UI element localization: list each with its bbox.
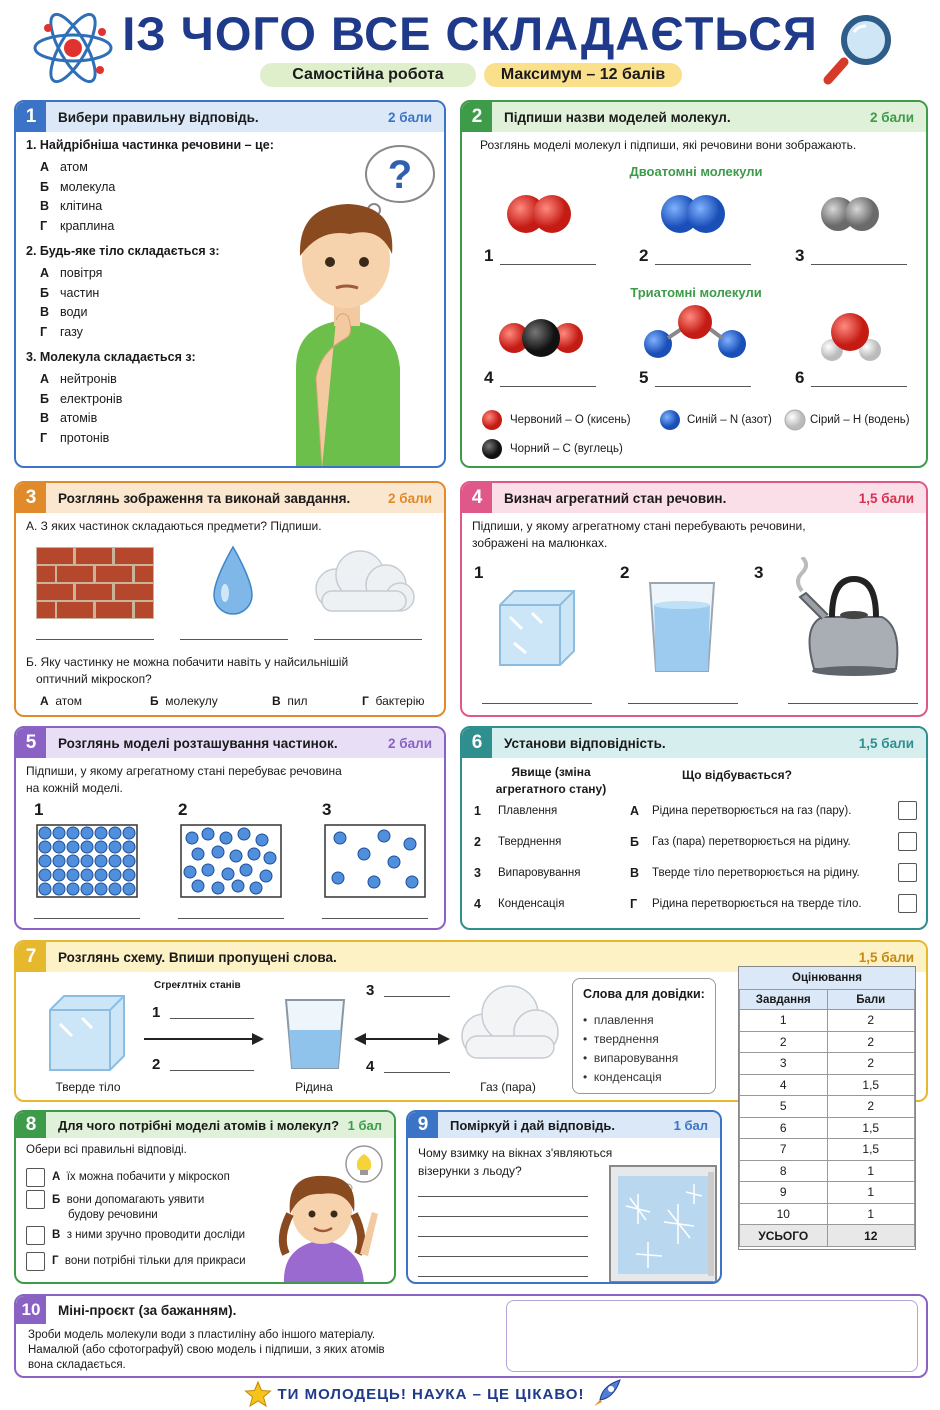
option[interactable]: В води [40, 305, 88, 319]
right-item-letter: В [630, 866, 640, 880]
option: В з ними зручно проводити досліди [52, 1229, 246, 1241]
question-line1: Чому взимку на вікнах з'являються [418, 1146, 613, 1160]
checkbox[interactable] [26, 1226, 45, 1245]
task-title: Визнач агрегатний стан речовин. [504, 490, 727, 506]
grading-points: 1 [827, 1160, 915, 1182]
task-title: Підпиши назви моделей молекул. [504, 109, 731, 125]
task-8-card [14, 1110, 396, 1284]
grading-col-task: Завдання [740, 990, 828, 1010]
task-points: 2 бали [388, 490, 432, 506]
grading-total-value: 12 [827, 1225, 915, 1247]
task-points: 1 бал [347, 1117, 382, 1133]
question-b-line2: оптичний мікроскоп? [36, 672, 152, 686]
task-title: Розглянь зображення та виконай завдання. [58, 490, 351, 506]
task-5-card [14, 726, 446, 930]
option: Б вони допомагають уявити будову речовини [52, 1194, 205, 1221]
grading-points: 1,5 [827, 1074, 915, 1096]
answer-line[interactable] [655, 386, 751, 387]
hydrogen-atom [845, 197, 879, 231]
task-number: 9 [408, 1112, 438, 1138]
answer-number: 5 [639, 368, 649, 387]
image-number: 3 [754, 563, 764, 582]
grading-task: 4 [740, 1074, 828, 1096]
checkbox[interactable] [26, 1168, 45, 1187]
question-1: 1. Найдрібніша частинка речовини – це: [26, 138, 274, 152]
task-intro-line2: зображені на малюнках. [472, 536, 608, 550]
solid-particles-model [36, 824, 138, 898]
option[interactable]: А атом [40, 160, 88, 174]
right-item: Газ (пара) перетворюється на рідину. [652, 836, 851, 848]
task-number: 4 [462, 483, 492, 513]
task-intro-line1: Підпиши, у якому агрегатному стані перебуває речовина [26, 764, 342, 778]
task-9-card [406, 1110, 722, 1284]
answer-line[interactable] [482, 703, 592, 704]
kettle-image [792, 557, 912, 681]
question-a: А. З яких частинок складаються предмети? Підпиши. [26, 519, 322, 533]
atom-icon [30, 10, 116, 86]
gas-particles-model [324, 824, 426, 898]
option[interactable]: Г бактерію [362, 694, 425, 708]
nitrogen-atom [687, 195, 725, 233]
answer-line[interactable] [418, 1276, 588, 1277]
answer-box[interactable] [898, 863, 917, 882]
legend-carbon: Чорний – C (вуглець) [510, 443, 623, 455]
grading-points: 2 [827, 1010, 915, 1032]
image-number: 1 [474, 563, 484, 582]
answer-line[interactable] [170, 1018, 254, 1019]
legend-nitrogen: Синій – N (азот) [687, 414, 772, 426]
right-item: Тверде тіло перетворюється на рідину. [652, 867, 860, 879]
answer-number: 1 [484, 246, 494, 265]
answer-line[interactable] [384, 1072, 450, 1073]
answer-box[interactable] [898, 832, 917, 851]
option[interactable]: Б молекула [40, 179, 116, 194]
question-mark: ? [387, 153, 413, 197]
grading-points: 2 [827, 1053, 915, 1075]
column-header-phenomenon-cont: агрегатного стану) [495, 782, 607, 796]
answer-line[interactable] [788, 703, 918, 704]
grading-title: Оцінювання [739, 967, 915, 989]
grading-total-label: УСЬОГО [740, 1225, 828, 1247]
option[interactable]: Г краплина [40, 218, 115, 233]
solid-label: Тверде тіло [55, 1080, 121, 1094]
right-item-letter: А [630, 804, 640, 818]
task-points: 1,5 бали [858, 949, 914, 965]
double-arrow-icon [352, 1028, 452, 1050]
word-bank [572, 978, 716, 1094]
diatomic-heading: Двоатомні молекули [629, 164, 763, 179]
right-item: Рідина перетворюється на газ (пару). [652, 805, 852, 817]
left-item: Конденсація [498, 898, 565, 910]
task-text-line1: Зроби модель молекули води з пластиліну або іншого матеріалу. [28, 1329, 376, 1341]
task-text-line2: Намалюй (або сфотографуй) свою модель і підпиши, з яких атомів [28, 1344, 385, 1356]
answer-line[interactable] [178, 918, 284, 919]
option[interactable]: Б електронів [40, 391, 123, 406]
question-2: 2. Будь-яке тіло складається з: [26, 244, 220, 258]
task-points: 2 бали [388, 735, 432, 751]
star-icon [244, 1380, 272, 1408]
word-bank-item: • плавлення [583, 1013, 654, 1027]
left-item: Плавлення [498, 805, 558, 817]
page-title: ІЗ ЧОГО ВСЕ СКЛАДАЄТЬСЯ [122, 7, 818, 60]
answer-line[interactable] [655, 264, 751, 265]
word-bank-item: • тверднення [583, 1032, 659, 1046]
grading-row [740, 1182, 915, 1204]
grading-task: 5 [740, 1096, 828, 1118]
task-1-card [14, 100, 446, 468]
grading-row [740, 1203, 915, 1225]
cloud-image [308, 545, 416, 615]
answer-line[interactable] [180, 639, 288, 640]
grading-points: 1,5 [827, 1117, 915, 1139]
scheme-caption: Сгреғлтніх станів [154, 980, 241, 991]
image-number: 2 [620, 563, 630, 582]
ice-cube-image [44, 990, 130, 1076]
answer-line[interactable] [628, 703, 738, 704]
liquid-particles-model [180, 824, 282, 898]
task-title: Установи відповідність. [504, 735, 666, 751]
answer-number: 4 [484, 368, 494, 387]
task-title: Вибери правильну відповідь. [58, 109, 259, 125]
magnifier-icon [820, 10, 896, 86]
task-points: 2 бали [388, 109, 432, 125]
question-b-line1: Б. Яку частинку не можна побачити навіть у найсильнішій [26, 655, 349, 669]
blank-number: 1 [152, 1004, 161, 1021]
option: Г вони потрібні тільки для прикраси [52, 1255, 246, 1267]
footer-slogan: ТИ МОЛОДЕЦЬ! НАУКА – ЦЕ ЦІКАВО! [277, 1386, 585, 1403]
right-item-letter: Б [630, 835, 639, 849]
task-title: Розглянь моделі розташування частинок. [58, 735, 338, 751]
grading-task: 7 [740, 1139, 828, 1161]
ice-cube-image [492, 583, 582, 673]
option[interactable]: А атом [40, 694, 83, 708]
gas-label: Газ (пара) [480, 1080, 536, 1094]
task-number: 6 [462, 728, 492, 758]
task-number: 8 [16, 1112, 46, 1138]
grading-points: 1,5 [827, 1139, 915, 1161]
checkbox[interactable] [26, 1190, 45, 1209]
blank-number: 3 [366, 982, 375, 999]
grading-col-points: Бали [827, 990, 915, 1010]
option[interactable]: Б частин [40, 285, 100, 300]
left-item-number: 4 [474, 897, 481, 911]
grading-row [740, 1053, 915, 1075]
task-6-card [460, 726, 928, 930]
answer-line[interactable] [36, 639, 154, 640]
legend-hydrogen: Сірий – H (водень) [810, 414, 910, 426]
left-item: Тверднення [498, 836, 562, 848]
grading-table [738, 966, 916, 1250]
answer-line[interactable] [384, 996, 450, 997]
left-item-number: 3 [474, 866, 481, 880]
answer-number: 2 [639, 246, 649, 265]
task-text-line3: вона складається. [28, 1359, 126, 1371]
answer-number: 3 [795, 246, 805, 265]
task-title: Поміркуй і дай відповідь. [450, 1117, 616, 1133]
task-intro-line1: Підпиши, у якому агрегатному стані перебувають речовини, [472, 519, 806, 533]
task-intro: Обери всі правильні відповіді. [26, 1144, 187, 1156]
grading-points: 1 [827, 1182, 915, 1204]
max-score-pill: Максимум – 12 балів [484, 63, 682, 87]
grading-points: 2 [827, 1031, 915, 1053]
task-intro-line2: на кожній моделі. [26, 781, 123, 795]
rocket-icon [592, 1378, 624, 1408]
left-item: Випаровування [498, 867, 581, 879]
task-10-card [14, 1294, 928, 1378]
task-number: 1 [16, 102, 46, 132]
task-title: Розглянь схему. Впиши пропущені слова. [58, 949, 337, 965]
model-number: 3 [322, 800, 332, 819]
option[interactable]: А нейтронів [40, 372, 117, 386]
word-bank-item: • випаровування [583, 1051, 679, 1065]
option[interactable]: Г протонів [40, 430, 110, 445]
grading-row [740, 1160, 915, 1182]
answer-line[interactable] [34, 918, 140, 919]
option[interactable]: Г газу [40, 324, 83, 339]
right-item: Рідина перетворюється на тверде тіло. [652, 898, 862, 910]
option[interactable]: В клітина [40, 199, 103, 213]
grading-task: 10 [740, 1203, 828, 1225]
grading-task: 9 [740, 1182, 828, 1204]
task-2-card [460, 100, 928, 468]
water-glass-image [646, 579, 718, 677]
answer-line[interactable] [500, 386, 596, 387]
column-header-what-happens: Що відбувається? [682, 768, 792, 782]
molecule-models [462, 182, 928, 392]
answer-number: 6 [795, 368, 805, 387]
answer-line[interactable] [811, 386, 907, 387]
task-3-card [14, 481, 446, 717]
grading-task: 8 [740, 1160, 828, 1182]
answer-line[interactable] [500, 264, 596, 265]
grading-task: 2 [740, 1031, 828, 1053]
frosted-window-image [608, 1164, 718, 1284]
task-points: 1,5 бали [858, 735, 914, 751]
task-points: 1,5 бали [858, 490, 914, 506]
column-header-phenomenon: Явище (зміна [511, 765, 591, 779]
option[interactable]: В пил [272, 694, 308, 708]
task-number: 3 [16, 483, 46, 513]
grading-points: 2 [827, 1096, 915, 1118]
thinking-boy-illustration [276, 138, 442, 468]
beaker-image [280, 996, 350, 1072]
grading-task: 1 [740, 1010, 828, 1032]
task-number: 5 [16, 728, 46, 758]
grading-row [740, 1074, 915, 1096]
answer-line[interactable] [170, 1070, 254, 1071]
liquid-label: Рідина [295, 1080, 333, 1094]
left-item-number: 2 [474, 835, 481, 849]
drawing-area[interactable] [506, 1300, 918, 1372]
grading-row [740, 1139, 915, 1161]
question-3: 3. Молекула складається з: [26, 350, 196, 364]
task-number: 7 [16, 942, 46, 972]
task-points: 1 бал [673, 1117, 708, 1133]
task-4-card [460, 481, 928, 717]
task-points: 2 бали [870, 109, 914, 125]
brick-wall-image [36, 547, 154, 619]
grading-task: 3 [740, 1053, 828, 1075]
legend-oxygen: Червоний – O (кисень) [510, 414, 631, 426]
girl-with-idea-illustration [268, 1142, 394, 1284]
answer-box[interactable] [898, 894, 917, 913]
blank-number: 2 [152, 1056, 161, 1073]
left-item-number: 1 [474, 804, 481, 818]
task-title: Для чого потрібні моделі атомів і молекул? [58, 1117, 340, 1133]
option[interactable]: Б молекулу [150, 694, 218, 708]
grading-row [740, 1031, 915, 1053]
blank-number: 4 [366, 1058, 375, 1075]
triatomic-heading: Триатомні молекули [630, 285, 762, 300]
answer-line[interactable] [418, 1196, 588, 1197]
grading-row [740, 1096, 915, 1118]
grading-row [740, 1117, 915, 1139]
model-number: 1 [34, 800, 44, 819]
answer-line[interactable] [418, 1256, 588, 1257]
checkbox[interactable] [26, 1252, 45, 1271]
answer-box[interactable] [898, 801, 917, 820]
water-drop-image [210, 545, 256, 621]
task-number: 10 [16, 1296, 46, 1324]
double-arrow-icon [140, 1028, 268, 1050]
right-item-letter: Г [630, 897, 638, 911]
question-line2: візерунки з льоду? [418, 1164, 522, 1178]
task-number: 2 [462, 102, 492, 132]
grading-total-row [740, 1225, 915, 1247]
word-bank-item: • конденсація [583, 1070, 662, 1084]
grading-points: 1 [827, 1203, 915, 1225]
answer-line[interactable] [314, 639, 422, 640]
grading-task: 6 [740, 1117, 828, 1139]
answer-line[interactable] [811, 264, 907, 265]
option: А їх можна побачити у мікроскоп [52, 1171, 230, 1183]
answer-line[interactable] [322, 918, 428, 919]
cloud-image [456, 980, 560, 1070]
oxygen-atom [533, 195, 571, 233]
word-bank-title: Слова для довідки: [583, 987, 705, 1001]
option[interactable]: В атомів [40, 411, 98, 425]
option[interactable]: А повітря [40, 266, 103, 280]
task-intro: Розглянь моделі молекул і підпиши, які речовини вони зображають. [480, 138, 857, 152]
grading-row [740, 1010, 915, 1032]
subtitle-pill: Самостійна робота [260, 63, 476, 87]
answer-line[interactable] [418, 1236, 588, 1237]
answer-line[interactable] [418, 1216, 588, 1217]
model-number: 2 [178, 800, 188, 819]
task-title: Міні-проєкт (за бажанням). [58, 1302, 237, 1318]
